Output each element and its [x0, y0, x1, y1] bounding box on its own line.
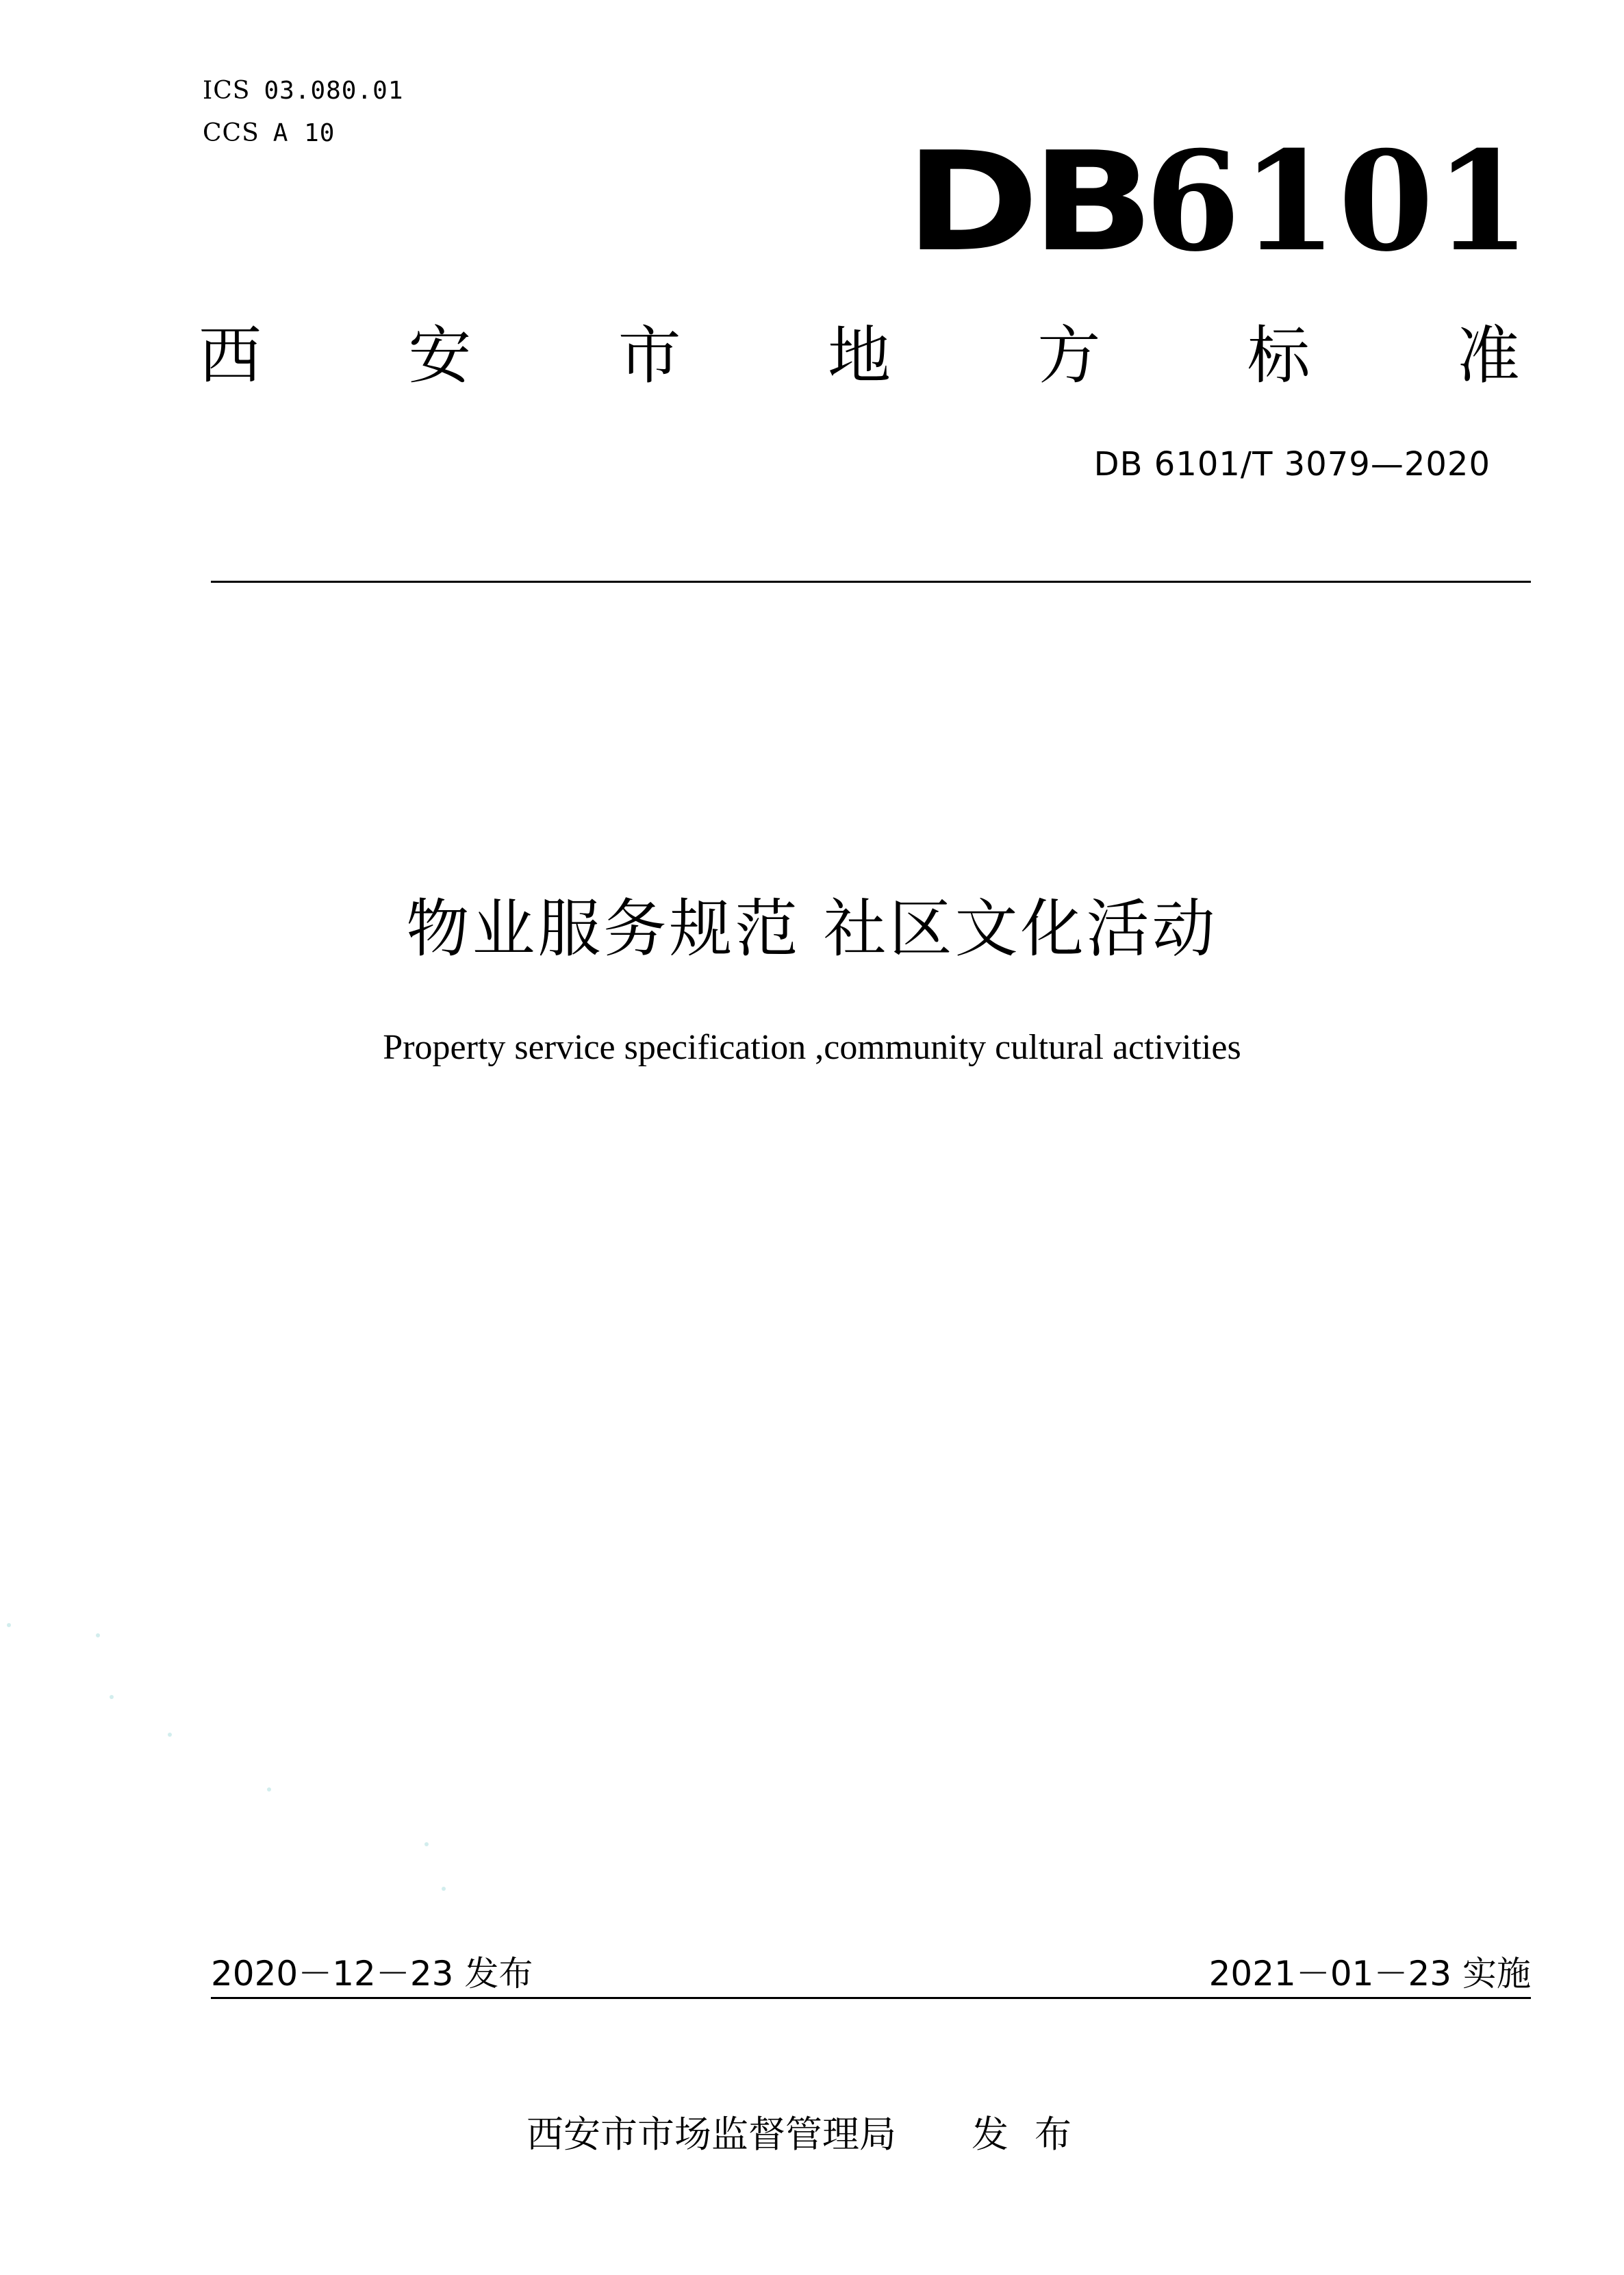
- ccs-classification: [203, 119, 335, 147]
- document-title-chinese: 物业服务规范 社区文化活动: [406, 892, 1218, 966]
- standard-type-char: 西: [199, 319, 262, 392]
- scan-speck: [424, 1842, 429, 1846]
- publisher-line: [0, 2105, 1624, 2158]
- scan-speck: [96, 1633, 100, 1637]
- scan-speck: [110, 1695, 114, 1699]
- bottom-divider: [211, 1997, 1531, 1999]
- standard-type-char: 地: [827, 319, 891, 392]
- publisher-name: 西安市市场监督管理局: [526, 2113, 896, 2156]
- scan-speck: [168, 1733, 172, 1737]
- document-title-english: Property service specification ,community cultural activities: [383, 1028, 1241, 1067]
- ccs-code: A 10: [272, 119, 335, 147]
- db-logo: [905, 121, 1532, 282]
- ccs-label: CCS: [203, 119, 259, 147]
- scan-speck: [7, 1623, 11, 1627]
- db-logo-letters: DB: [905, 123, 1147, 282]
- db-logo-number: 6101: [1145, 121, 1532, 282]
- ics-code: 03.080.01: [264, 77, 404, 105]
- scan-speck: [267, 1787, 271, 1792]
- implementation-date: 2021－01－23 实施: [1208, 1954, 1531, 1994]
- issue-date: 2020－12－23 发布: [211, 1954, 533, 1994]
- standard-type-char: 安: [408, 319, 472, 392]
- standard-type-char: 标: [1247, 319, 1310, 392]
- ics-label: ICS: [203, 77, 251, 105]
- top-divider: [211, 581, 1531, 583]
- scan-speck: [442, 1887, 446, 1891]
- ics-classification: [203, 77, 404, 105]
- publisher-action: 发布: [972, 2113, 1098, 2156]
- standard-type-char: 市: [618, 319, 681, 392]
- standard-type-char: 准: [1456, 319, 1520, 392]
- standard-type-char: 方: [1037, 319, 1101, 392]
- standard-number: DB 6101/T 3079—2020: [1093, 445, 1490, 483]
- standard-type-heading: [199, 319, 1520, 392]
